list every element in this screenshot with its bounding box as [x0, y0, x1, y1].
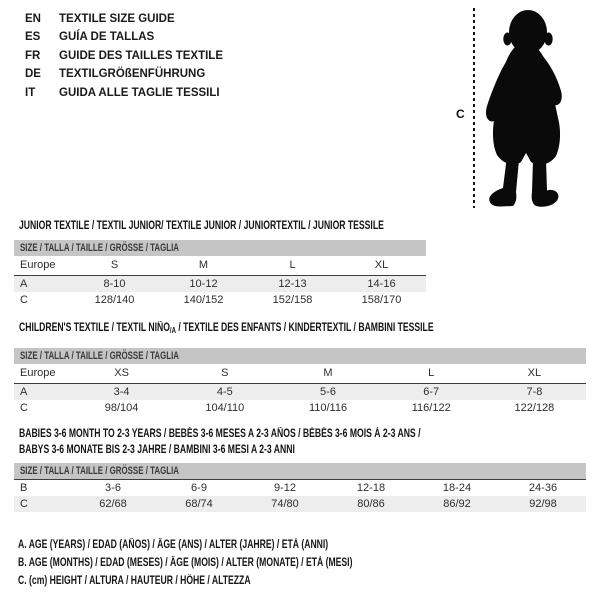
language-row: [25, 84, 223, 102]
height-dotted-line: [473, 8, 475, 208]
size-cell: 18-24: [442, 482, 472, 494]
row-label: A: [20, 278, 28, 290]
size-cell: 68/74: [185, 498, 213, 510]
childrens-textile-section: [14, 320, 586, 414]
babies-table-title: [14, 426, 586, 458]
childrens-size-table: [14, 348, 586, 416]
title-text: BABYS 3-6 MONATE BIS 2-3 JAHRE / BAMBINI 3-6 MESI A 2-3 ANNI: [19, 444, 295, 456]
children-title-line: [19, 320, 586, 339]
table-body: [14, 364, 586, 416]
row-label: Europe: [20, 367, 56, 379]
language-title: GUÍA DE TALLAS: [59, 31, 155, 44]
junior-row-a: [14, 276, 426, 292]
size-cell: XL: [527, 367, 542, 379]
legend-line-c: C. (cm) HEIGHT / ALTURA / HAUTEUR / HÖHE / ALTEZZA: [18, 575, 251, 587]
legend-line-b: B. AGE (MONTHS) / EDAD (MESES) / ÂGE (MOIS) / ALTER (MONATE) / ETÀ (MESI): [18, 557, 353, 569]
language-title: GUIDA ALLE TAGLIE TESSILI: [59, 86, 220, 99]
junior-size-table: [14, 240, 426, 308]
row-label: Europe: [20, 259, 56, 271]
language-title-list: [25, 10, 223, 102]
table-body: [14, 256, 426, 308]
size-cell: L: [428, 367, 435, 379]
babies-title-line: [19, 426, 586, 442]
junior-textile-section: [14, 218, 426, 306]
size-cell: 6-7: [423, 386, 440, 398]
size-cell: 4-5: [216, 386, 233, 398]
size-header-label: SIZE / TALLA / TAILLE / GRÖSSE / TAGLIA: [20, 465, 179, 477]
language-title: TEXTILGRÖßENFÜHRUNG: [59, 68, 206, 81]
language-row: [25, 10, 223, 28]
size-cell: 92/98: [529, 498, 557, 510]
size-cell: 128/140: [94, 294, 135, 306]
size-cell: 6-9: [191, 482, 207, 494]
title-text: JUNIOR TEXTILE / TEXTIL JUNIOR/ TEXTILE JUNIOR / JUNIORTEXTIL / JUNIOR TESSILE: [19, 220, 384, 232]
size-cell: 80/86: [357, 498, 385, 510]
legend-line-a: A. AGE (YEARS) / EDAD (AÑOS) / ÂGE (ANS) / ALTER (JAHRE) / ETÀ (ANNI): [18, 539, 329, 551]
table-body: [14, 480, 586, 512]
junior-title-line: [19, 218, 426, 234]
language-code: IT: [25, 86, 36, 99]
height-measure-figure: [454, 8, 580, 210]
title-text: CHILDREN'S TEXTILE / TEXTIL NIÑO: [19, 322, 170, 334]
size-cell: 5-6: [320, 386, 336, 398]
size-cell: 12-13: [278, 278, 307, 290]
junior-table-title: [14, 218, 426, 234]
language-code: FR: [25, 49, 41, 62]
baby-silhouette-icon: [480, 8, 572, 208]
row-label: B: [20, 482, 28, 494]
language-title: TEXTILE SIZE GUIDE: [59, 13, 175, 25]
children-row-c: [14, 400, 586, 416]
size-cell: 3-6: [105, 482, 121, 494]
size-cell: S: [110, 259, 119, 271]
size-cell: M: [323, 367, 333, 379]
size-cell: 10-12: [189, 278, 218, 290]
children-row-europe: [14, 364, 586, 384]
language-code: EN: [25, 13, 41, 25]
language-row: [25, 28, 223, 46]
size-cell: 3-4: [113, 386, 130, 398]
size-cell: 98/104: [104, 402, 139, 414]
language-row: [25, 47, 223, 65]
row-label: C: [20, 402, 28, 414]
size-cell: 158/170: [361, 294, 402, 306]
babies-size-table: [14, 463, 586, 512]
size-cell: 8-10: [103, 278, 126, 290]
size-cell: M: [198, 259, 209, 271]
row-label: C: [20, 498, 28, 510]
title-subscript: /A: [169, 326, 176, 335]
size-cell: 110/116: [308, 402, 348, 414]
size-cell: 140/152: [183, 294, 224, 306]
size-cell: 122/128: [514, 402, 555, 414]
language-title: GUIDE DES TAILLES TEXTILE: [59, 49, 223, 62]
babies-row-c: [14, 496, 586, 512]
size-header-label: SIZE / TALLA / TAILLE / GRÖSSE / TAGLIA: [20, 350, 179, 362]
size-cell: L: [289, 259, 296, 271]
legend: [18, 536, 464, 590]
junior-row-c: [14, 292, 426, 308]
size-cell: 74/80: [271, 498, 299, 510]
size-header-bar: [14, 348, 586, 364]
babies-title-line: [19, 442, 586, 458]
title-text: / TEXTILE DES ENFANTS / KINDERTEXTIL / BAMBINI TESSILE: [175, 322, 434, 334]
size-cell: 24-36: [528, 482, 558, 494]
junior-row-europe: [14, 256, 426, 276]
children-row-a: [14, 384, 586, 400]
size-cell: 86/92: [443, 498, 471, 510]
size-header-bar: [14, 463, 586, 480]
language-code: DE: [25, 68, 41, 81]
size-cell: S: [221, 367, 229, 379]
size-cell: 152/158: [272, 294, 313, 306]
babies-textile-section: [14, 426, 586, 510]
language-code: ES: [25, 31, 41, 44]
size-cell: XS: [114, 367, 129, 379]
language-row: [25, 65, 223, 83]
row-label: C: [20, 294, 28, 306]
childrens-table-title: [14, 320, 586, 339]
size-cell: 104/110: [205, 402, 245, 414]
size-cell: 116/122: [411, 402, 451, 414]
size-cell: 62/68: [99, 498, 127, 510]
size-header-bar: [14, 240, 426, 256]
size-cell: 7-8: [526, 386, 543, 398]
size-cell: XL: [374, 259, 389, 271]
size-header-label: SIZE / TALLA / TAILLE / GRÖSSE / TAGLIA: [20, 242, 179, 254]
size-cell: 12-18: [356, 482, 386, 494]
title-text: BABIES 3-6 MONTH TO 2-3 YEARS / BEBÉS 3-6 MESES A 2-3 AÑOS / BÉBÉS 3-6 MOIS À 2-3 ANS /: [19, 428, 421, 440]
size-cell: 9-12: [273, 482, 297, 494]
babies-row-b: [14, 480, 586, 496]
height-measure-label: C: [456, 107, 465, 121]
size-cell: 14-16: [367, 278, 396, 290]
row-label: A: [20, 386, 28, 398]
